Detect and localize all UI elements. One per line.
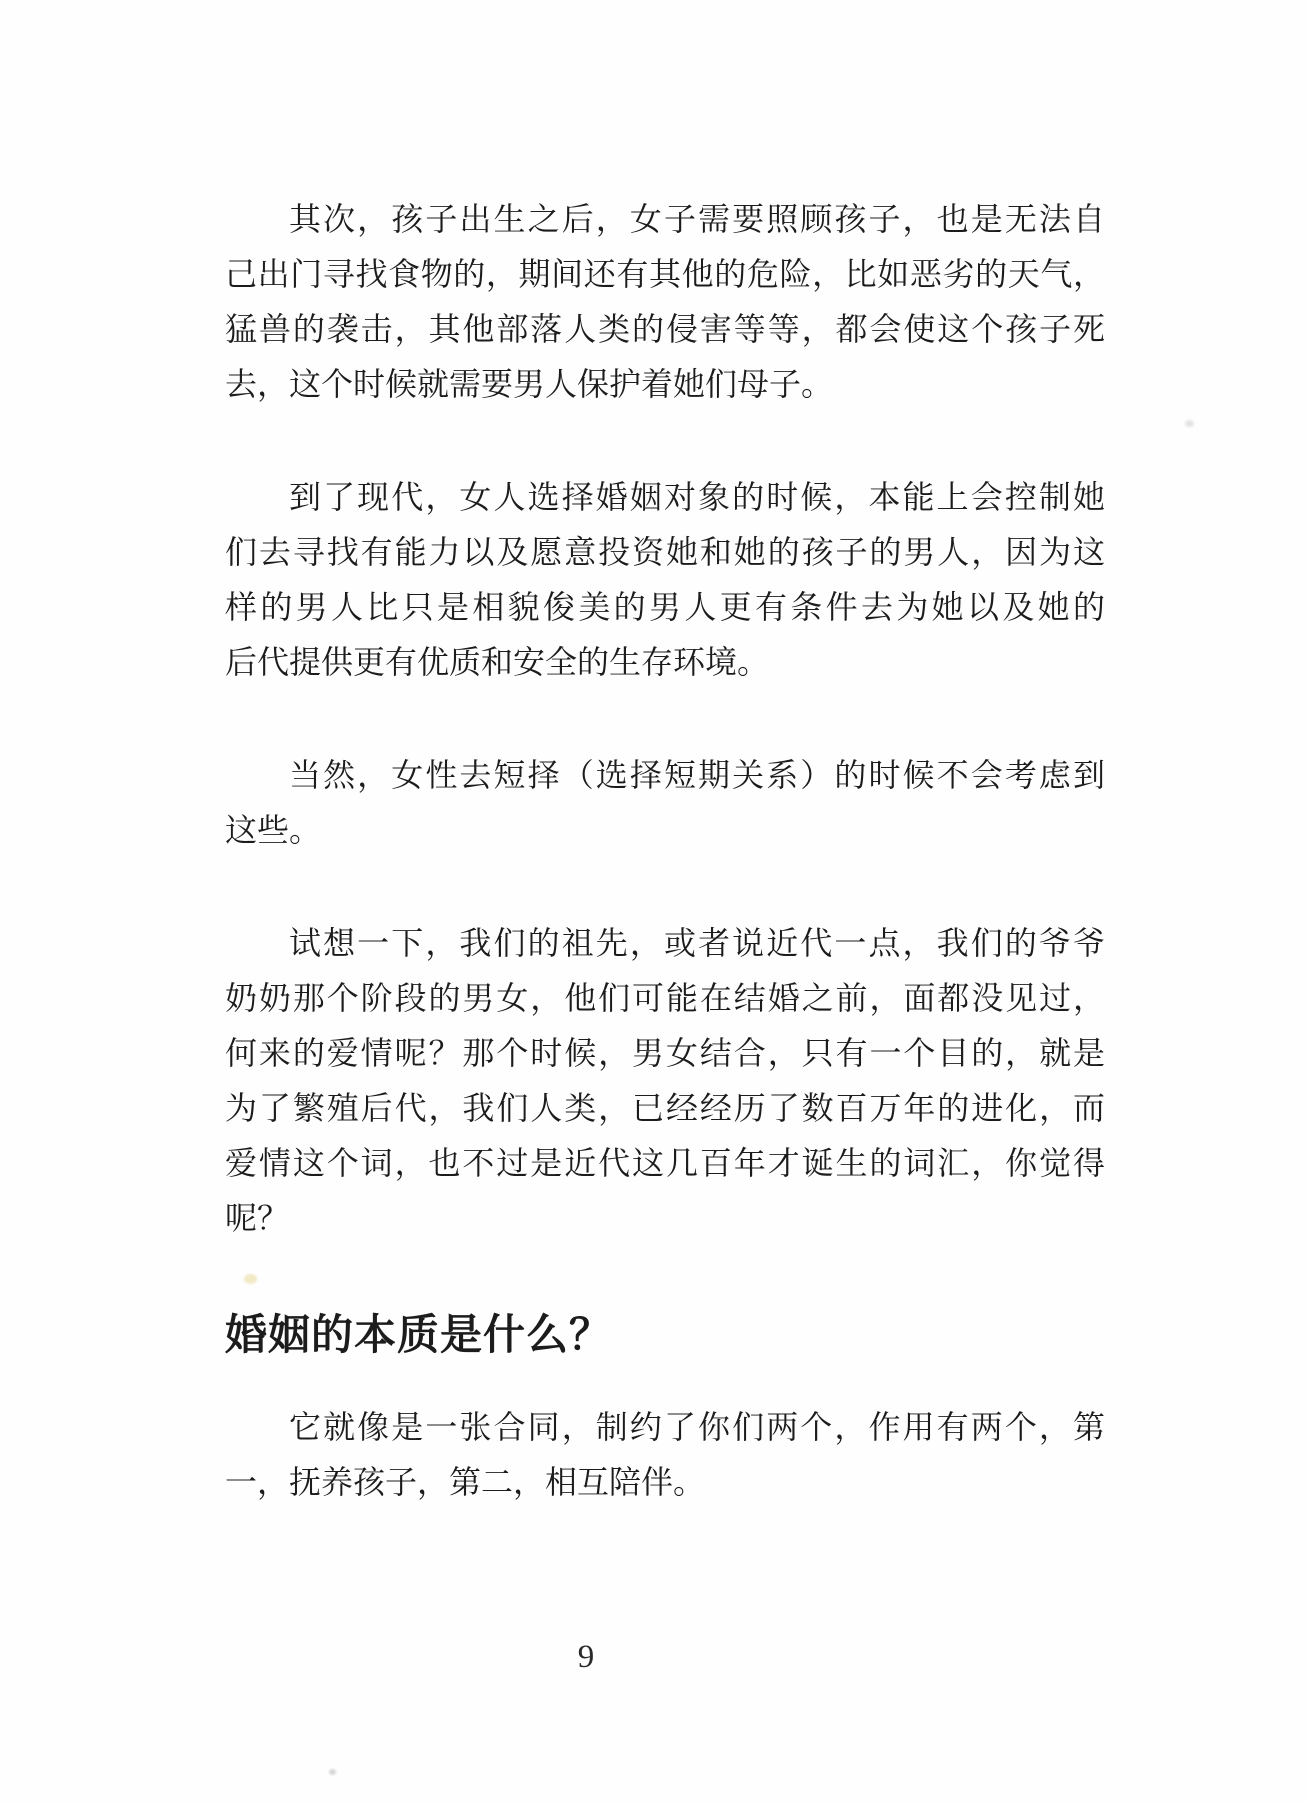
- scan-artifact: [244, 1274, 257, 1284]
- text-line: 猛兽的袭击，其他部落人类的侵害等等，都会使这个孩子死: [225, 311, 1105, 347]
- body-paragraph: [225, 1400, 1105, 1510]
- text-line: 样的男人比只是相貌俊美的男人更有条件去为她以及她的: [225, 589, 1105, 625]
- text-line: 当然，女性去短择（选择短期关系）的时候不会考虑到: [289, 757, 1105, 793]
- text-line: 己出门寻找食物的，期间还有其他的危险，比如恶劣的天气，: [225, 256, 1105, 292]
- body-paragraph: [225, 470, 1105, 690]
- text-line: 试想一下，我们的祖先，或者说近代一点，我们的爷爷: [289, 925, 1105, 961]
- text-line: 何来的爱情呢？那个时候，男女结合，只有一个目的，就是: [225, 1035, 1105, 1071]
- text-line: 后代提供更有优质和安全的生存环境。: [225, 644, 770, 680]
- text-line: 到了现代，女人选择婚姻对象的时候，本能上会控制她: [289, 479, 1105, 515]
- text-line: 去，这个时候就需要男人保护着她们母子。: [225, 366, 834, 402]
- body-paragraph: [225, 192, 1105, 412]
- text-line: 这些。: [225, 812, 322, 848]
- section-heading: 婚姻的本质是什么？: [225, 1311, 613, 1358]
- text-line: 一，抚养孩子，第二，相互陪伴。: [225, 1464, 706, 1500]
- page-number: 9: [577, 1639, 595, 1675]
- scan-artifact: [1185, 420, 1194, 427]
- text-line: 呢？: [225, 1200, 290, 1236]
- text-line: 它就像是一张合同，制约了你们两个，作用有两个，第: [289, 1409, 1105, 1445]
- text-line: 为了繁殖后代，我们人类，已经经历了数百万年的进化，而: [225, 1090, 1105, 1126]
- body-paragraph: [225, 748, 1105, 858]
- page-body: [225, 192, 1105, 1568]
- text-line: 爱情这个词，也不过是近代这几百年才诞生的词汇，你觉得: [225, 1145, 1105, 1181]
- text-line: 奶奶那个阶段的男女，他们可能在结婚之前，面都没见过，: [225, 980, 1105, 1016]
- text-line: 们去寻找有能力以及愿意投资她和她的孩子的男人，因为这: [225, 534, 1105, 570]
- scan-artifact: [329, 1769, 336, 1775]
- body-paragraph: [225, 916, 1105, 1246]
- text-line: 其次，孩子出生之后，女子需要照顾孩子，也是无法自: [289, 201, 1105, 237]
